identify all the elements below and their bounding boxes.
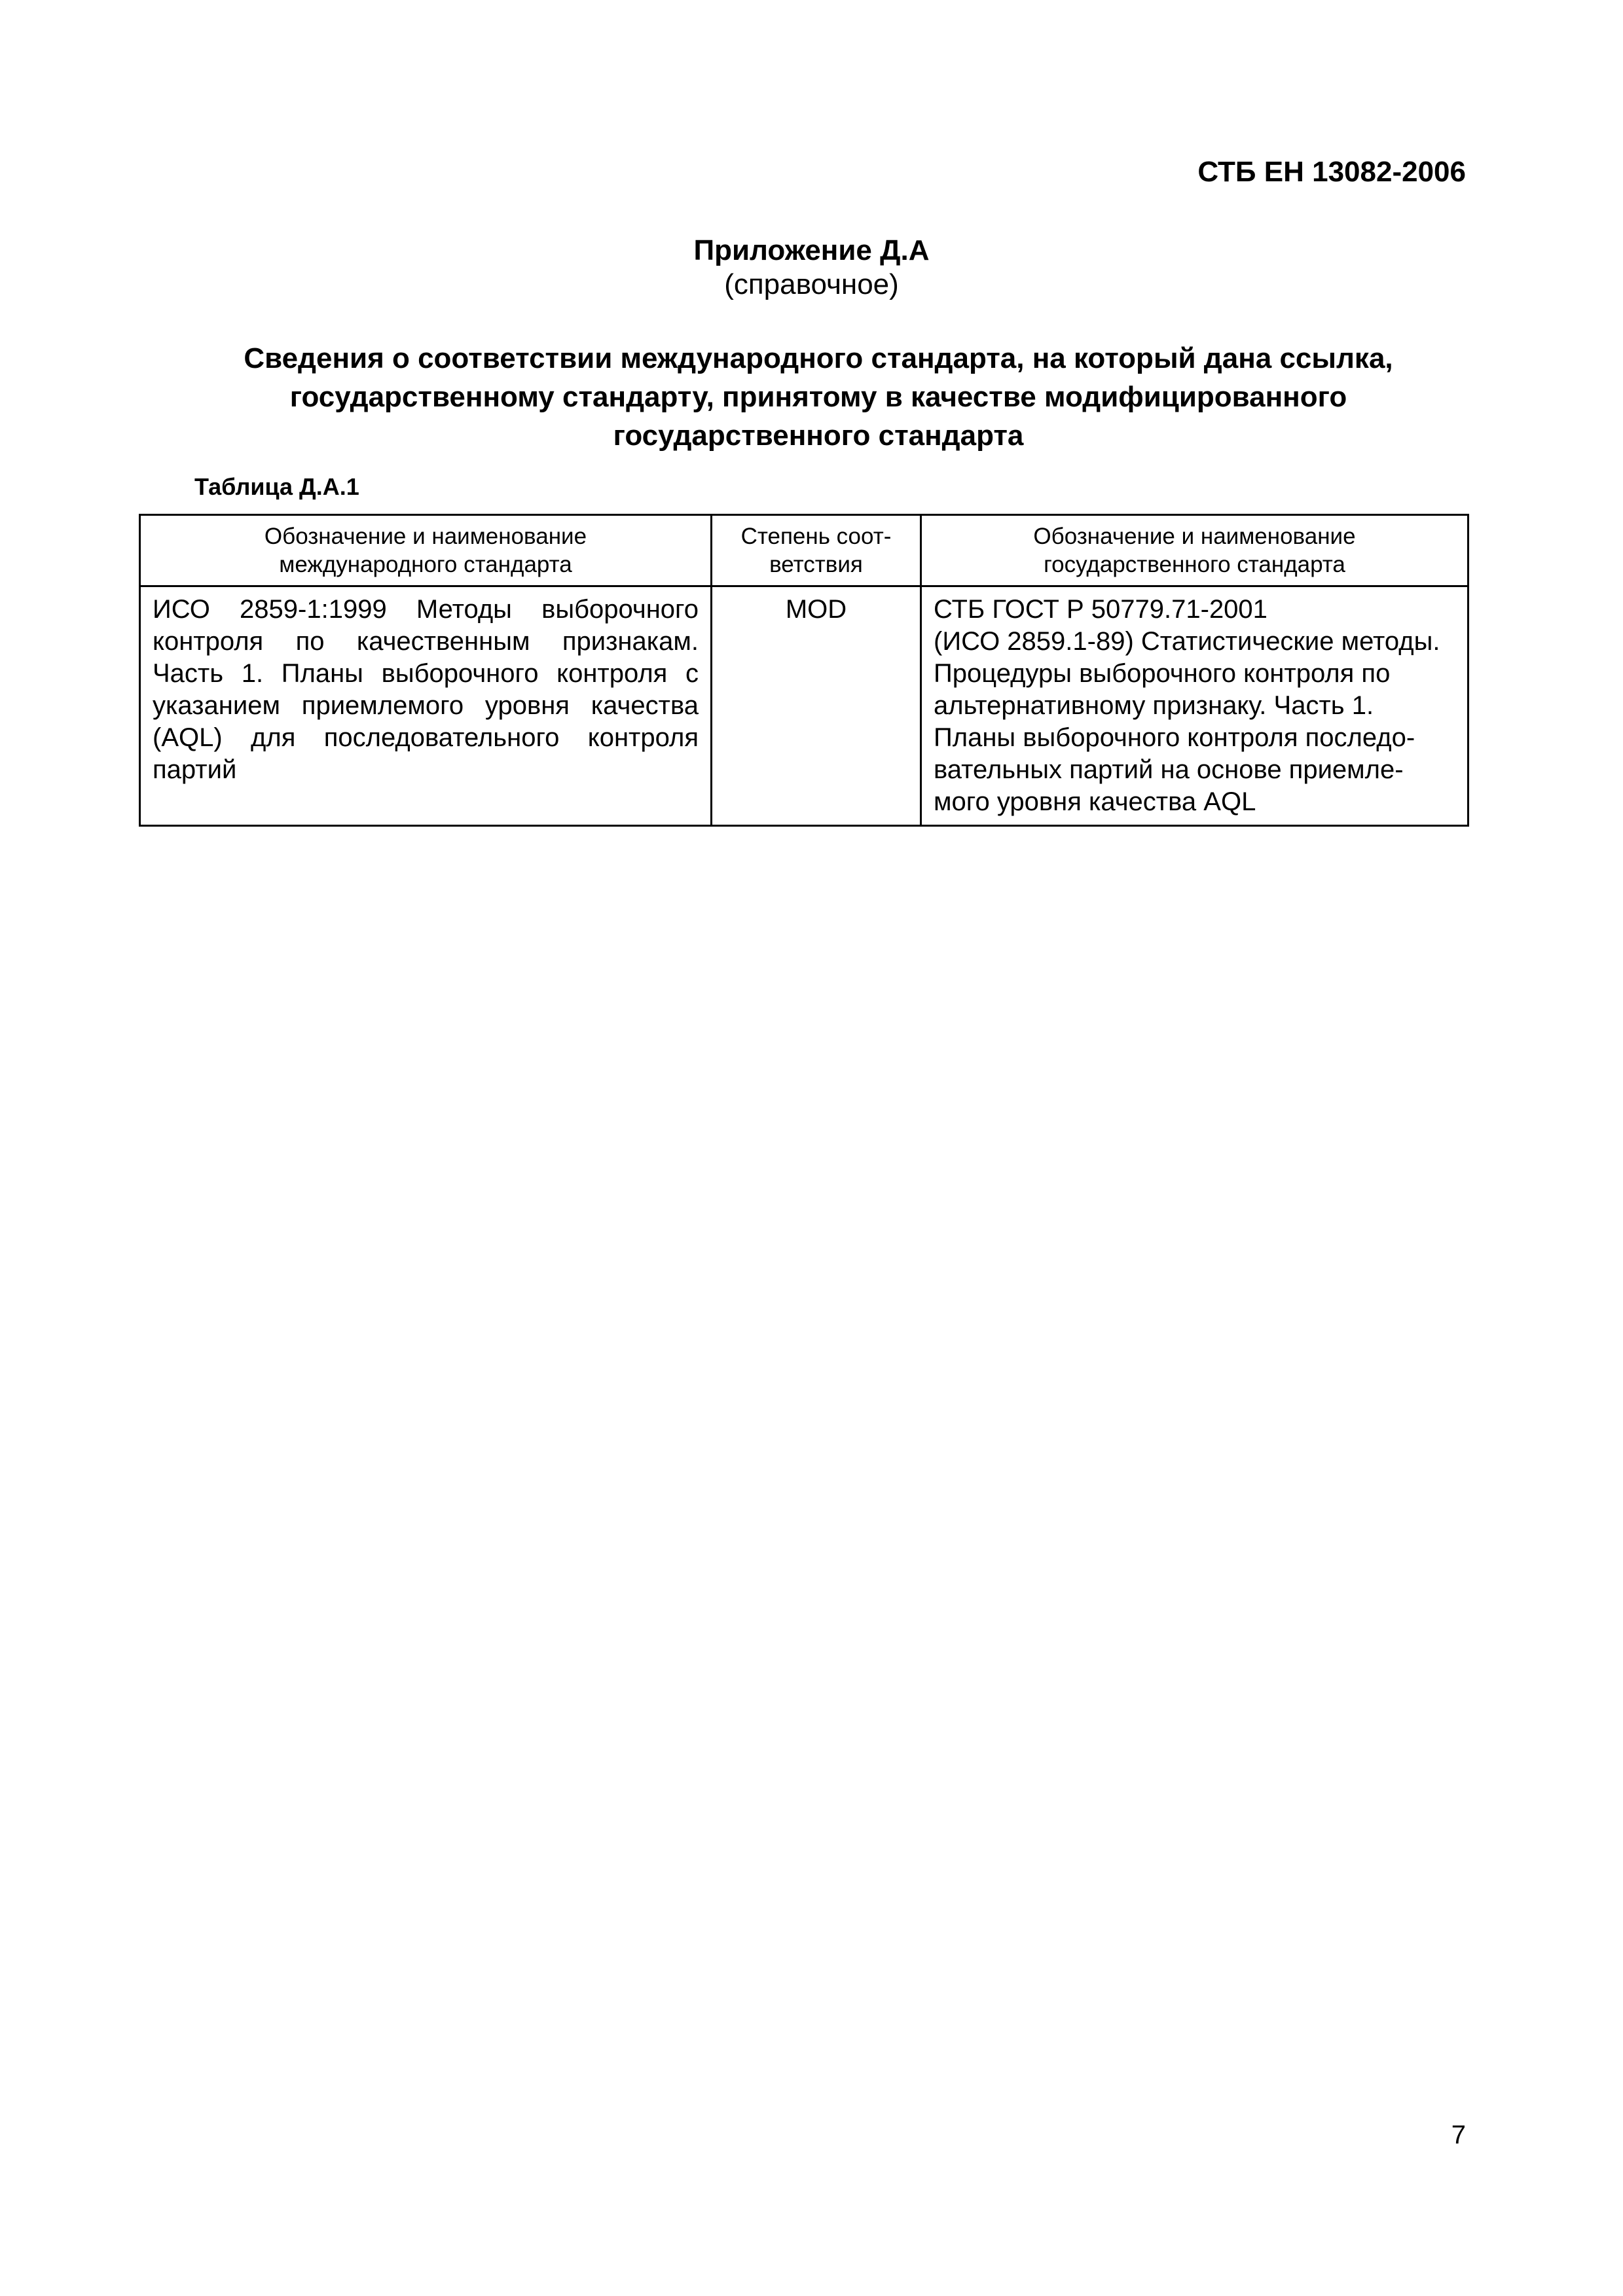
cell-line: вательных партий на основе приемле- — [934, 755, 1404, 784]
cell-line: Планы выборочного контроля последо- — [934, 723, 1415, 752]
table-caption: Таблица Д.А.1 — [194, 473, 359, 500]
heading-line: Сведения о соответствии международного стандарта, на который дана ссылка, — [244, 342, 1393, 374]
header-degree — [712, 515, 921, 586]
header-line: Степень соот- — [740, 524, 892, 549]
appendix-title: Приложение Д.А — [693, 234, 930, 266]
cell-line: СТБ ГОСТ Р 50779.71-2001 — [934, 595, 1267, 624]
table-header-row — [140, 515, 1468, 586]
cell-line: Процедуры выборочного контроля по — [934, 659, 1391, 688]
header-line: Обозначение и наименование — [1033, 524, 1356, 549]
document-code: СТБ ЕН 13082-2006 — [1197, 156, 1466, 188]
heading-line: государственному стандарту, принятому в качестве модифицированного — [289, 381, 1347, 413]
heading-line: государственного стандарта — [613, 420, 1024, 452]
correspondence-table — [139, 514, 1469, 827]
cell-national-standard — [921, 586, 1468, 826]
cell-degree: MOD — [712, 586, 921, 826]
cell-line: мого уровня качества AQL — [934, 787, 1256, 816]
appendix-kind: (справочное) — [724, 268, 899, 300]
cell-international-standard: ИСО 2859-1:1999 Методы выборочного контроля по качественным признакам. Часть 1. Планы выборочного контроля с указанием приемлемого уровня качества (AQL) для последовательного контроля партий — [140, 586, 712, 826]
table-row — [140, 586, 1468, 826]
header-line: Обозначение и наименование — [264, 524, 587, 549]
header-national-standard — [921, 515, 1468, 586]
header-line: ветствия — [769, 552, 863, 577]
cell-line: альтернативному признаку. Часть 1. — [934, 691, 1374, 720]
cell-line: (ИСО 2859.1-89) Статистические методы. — [934, 627, 1440, 656]
appendix-heading — [164, 339, 1473, 455]
header-international-standard — [140, 515, 712, 586]
header-line: государственного стандарта — [1044, 552, 1345, 577]
page-number: 7 — [1451, 2121, 1466, 2149]
header-line: международного стандарта — [279, 552, 572, 577]
